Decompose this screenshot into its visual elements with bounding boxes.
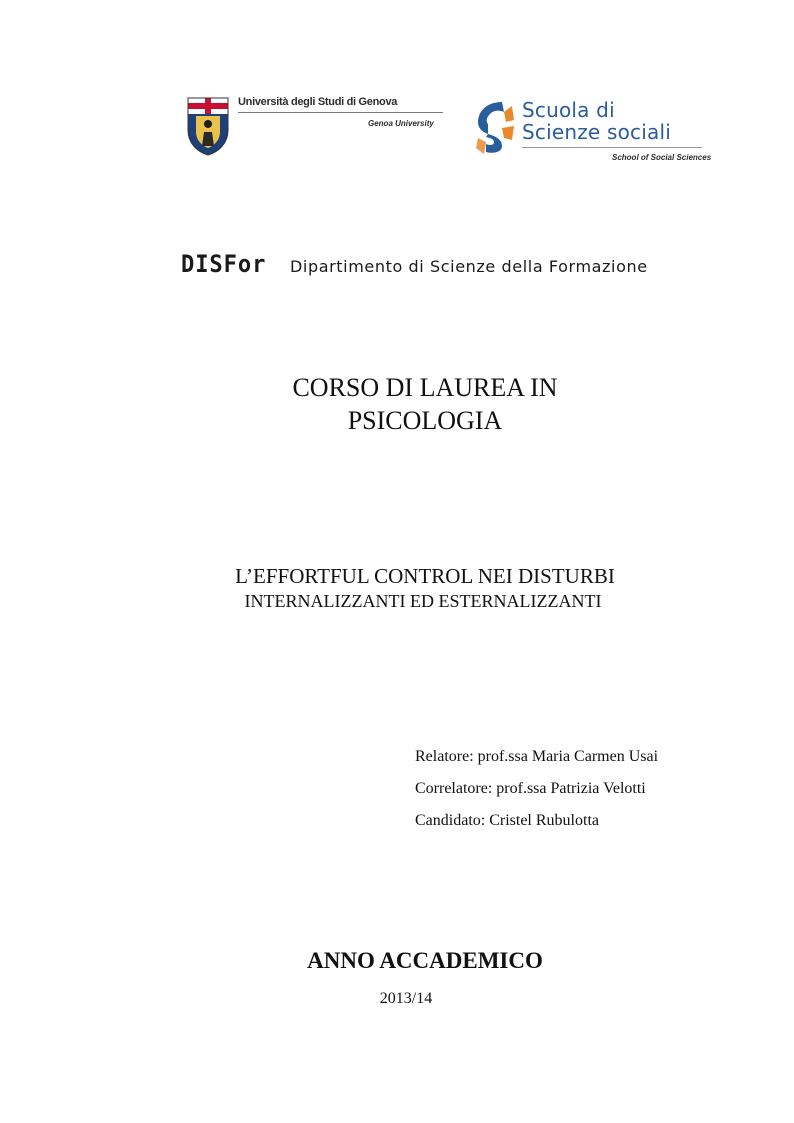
scuola-title-line2: Scienze sociali	[522, 120, 671, 144]
scuola-title-line1: Scuola di	[522, 98, 615, 122]
unige-subtitle: Genoa University	[368, 119, 434, 128]
unige-shield-icon	[186, 96, 230, 156]
course-title	[0, 371, 794, 437]
disfor-department-name: Dipartimento di Scienze della Formazione	[290, 257, 648, 276]
unige-name: Università degli Studi di Genova	[238, 96, 398, 108]
course-line1: CORSO DI LAUREA IN	[292, 373, 558, 402]
scuola-subtitle: School of Social Sciences	[612, 153, 712, 162]
unige-divider	[238, 112, 443, 113]
thesis-title-line2: INTERNALIZZANTI ED ESTERNALIZZANTI	[244, 591, 602, 611]
relatore: Relatore: prof.ssa Maria Carmen Usai	[415, 748, 659, 765]
scuola-divider	[522, 147, 702, 148]
candidato: Candidato: Cristel Rubulotta	[415, 812, 599, 829]
unige-logo	[186, 96, 448, 158]
scuola-mark-icon	[472, 98, 518, 156]
academic-year-value: 2013/14	[379, 990, 433, 1007]
course-line2: PSICOLOGIA	[347, 406, 503, 435]
disfor-acronym: DISFor	[181, 250, 267, 278]
disfor-header	[181, 250, 721, 280]
thesis-title-line1: L’EFFORTFUL CONTROL NEI DISTURBI	[235, 564, 615, 588]
scuola-logo	[472, 96, 712, 168]
people-block	[415, 741, 658, 837]
academic-year-label: ANNO ACCADEMICO	[307, 948, 543, 973]
correlatore: Correlatore: prof.ssa Patrizia Velotti	[415, 780, 646, 797]
